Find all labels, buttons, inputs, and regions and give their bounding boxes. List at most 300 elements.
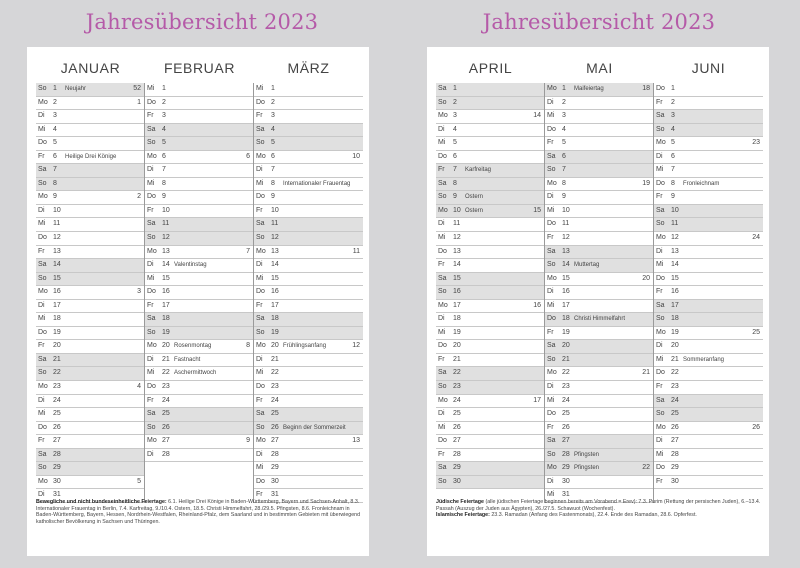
weekday: So [438,288,447,296]
day-number: 15 [53,274,61,282]
day-number: 18 [53,315,61,323]
note-text: (alle jüdischen Feiertage beginnen bereits am Vorabend = Erev): 7.3. Purim (Rettung der persischen Juden), 6.–13.4. Passah (Auszug der Juden aus Ägypten), 26./27.5. Schawuot (Wochenfest). [436,499,761,512]
day-row [145,97,253,111]
weekday: Mo [438,301,448,309]
page-title-left: Jahresübersicht 2023 [85,10,319,34]
weekday: Sa [438,369,447,377]
day-row [254,232,363,246]
day-number: 5 [162,139,166,147]
weekday: Di [38,206,45,214]
weekday: Do [38,328,47,336]
weekday: So [547,166,556,174]
day-row [436,286,544,300]
weekday: Do [256,383,265,391]
day-row [545,340,653,354]
weekday: Mi [256,369,264,377]
day-row [36,462,144,476]
day-number: 30 [671,477,679,485]
week-number: 15 [533,206,541,214]
day-row [145,395,253,409]
day-row [545,462,653,476]
day-row [145,273,253,287]
day-number: 24 [671,396,679,404]
day-number: 31 [53,491,61,499]
weekday: Do [547,125,556,133]
day-number: 8 [53,179,57,187]
day-number: 8 [271,179,275,187]
holiday-label: Fronleichnam [683,180,720,187]
week-number: 11 [352,247,360,255]
week-number: 3 [137,288,141,296]
day-number: 29 [671,464,679,472]
day-row [654,137,763,151]
day-row [254,164,363,178]
day-row [36,476,144,490]
weekday: Mi [547,491,555,499]
day-number: 8 [162,179,166,187]
day-number: 15 [162,274,170,282]
day-row [545,354,653,368]
day-number: 18 [271,315,279,323]
weekday: Fr [256,206,263,214]
day-number: 9 [162,193,166,201]
day-row [36,151,144,165]
week-number: 5 [137,477,141,485]
day-number: 25 [453,410,461,418]
day-number: 12 [562,234,570,242]
day-number: 3 [162,112,166,120]
day-number: 23 [453,383,461,391]
weekday: Di [656,247,663,255]
weekday: Sa [38,450,47,458]
month-column [436,83,545,503]
day-row [436,340,544,354]
weekday: Mi [147,274,155,282]
page-title-right: Jahresübersicht 2023 [482,10,716,34]
day-row [36,232,144,246]
weekday: Fr [256,491,263,499]
weekday: Mi [656,355,664,363]
weekday: Mo [547,179,557,187]
day-number: 25 [162,410,170,418]
weekday: Fr [547,423,554,431]
weekday: Do [547,410,556,418]
weekday: Di [256,166,263,174]
day-row [436,462,544,476]
weekday: Sa [256,315,265,323]
day-row [654,218,763,232]
weekday: Sa [656,206,665,214]
day-number: 14 [671,261,679,269]
day-number: 10 [453,206,461,214]
day-number: 23 [162,383,170,391]
month-name: MAI [586,60,613,76]
day-row [436,151,544,165]
day-row [654,178,763,192]
day-row [545,300,653,314]
day-row [436,218,544,232]
day-row [436,327,544,341]
day-number: 29 [271,464,279,472]
day-row [145,354,253,368]
day-number: 5 [453,139,457,147]
day-row [36,110,144,124]
weekday: Mi [438,328,446,336]
day-row [654,340,763,354]
weekday: Sa [256,125,265,133]
month-column [145,83,254,503]
weekday: Mo [38,383,48,391]
day-number: 6 [162,152,166,160]
day-number: 15 [271,274,279,282]
month-column [254,83,363,503]
day-number: 31 [562,491,570,499]
day-row [254,476,363,490]
weekday: Mo [656,423,666,431]
weekday: Mi [147,179,155,187]
day-number: 14 [453,261,461,269]
weekday: Fr [656,98,663,106]
day-row [254,354,363,368]
day-row [36,395,144,409]
day-row [254,151,363,165]
weekday: Mo [438,206,448,214]
weekday: Di [547,193,554,201]
weekday: Fr [147,396,154,404]
weekday: So [438,193,447,201]
holiday-label: Sommeranfang [683,356,725,363]
day-row [36,218,144,232]
weekday: Fr [438,450,445,458]
weekday: Mi [147,85,155,92]
weekday: Fr [438,261,445,269]
day-number: 17 [453,301,461,309]
day-number: 7 [271,166,275,174]
month-name: APRIL [468,60,513,76]
weekday: Di [547,383,554,391]
weekday: Mo [656,234,666,242]
day-row [254,83,363,97]
weekday: So [147,234,156,242]
day-number: 1 [271,85,275,92]
weekday: Fr [656,383,663,391]
day-number: 24 [271,396,279,404]
weekday: Fr [38,152,45,160]
day-number: 23 [562,383,570,391]
week-number: 1 [137,98,141,106]
weekday: Mi [38,410,46,418]
weekday: Do [38,139,47,147]
day-row [36,273,144,287]
month-name: FEBRUAR [163,60,236,76]
day-row [545,408,653,422]
day-row [545,381,653,395]
day-number: 11 [53,220,61,228]
day-number: 22 [671,369,679,377]
day-row [654,367,763,381]
weekday: Di [38,396,45,404]
week-number: 12 [352,342,360,350]
weekday: Mo [547,85,557,92]
day-row [545,205,653,219]
day-row [36,422,144,436]
calendar-page-right [427,47,769,556]
day-row [145,218,253,232]
day-number: 12 [53,234,61,242]
day-number: 26 [562,423,570,431]
holiday-label: Ostern [465,194,484,201]
day-row [36,246,144,260]
day-row [654,395,763,409]
day-row [145,313,253,327]
week-number: 8 [246,342,250,350]
day-row [254,246,363,260]
day-number: 2 [271,98,275,106]
weekday: Sa [256,410,265,418]
weekday: Sa [147,410,156,418]
day-number: 17 [162,301,170,309]
day-number: 20 [53,342,61,350]
day-row [254,381,363,395]
weekday: Di [547,288,554,296]
day-row [654,476,763,490]
day-row [436,300,544,314]
day-number: 26 [671,423,679,431]
weekday: Fr [256,301,263,309]
weekday: So [438,98,447,106]
week-number: 4 [137,383,141,391]
weekday: So [656,410,665,418]
day-number: 9 [453,193,457,201]
weekday: So [256,139,265,147]
weekday: Do [438,342,447,350]
day-number: 19 [271,328,279,336]
day-row [36,259,144,273]
day-number: 4 [453,125,457,133]
weekday: Sa [547,247,556,255]
weekday: Sa [547,152,556,160]
day-row [36,286,144,300]
weekday: Fr [256,112,263,120]
weekday: Di [656,437,663,445]
month-column [654,83,763,503]
weekday: Mo [256,342,266,350]
day-row [436,354,544,368]
day-row [145,449,253,463]
weekday: Di [147,450,154,458]
week-number: 10 [352,152,360,160]
day-row [654,381,763,395]
day-row [436,232,544,246]
weekday: So [38,274,47,282]
day-number: 23 [53,383,61,391]
day-row [545,246,653,260]
month-name: JANUAR [60,60,121,76]
day-number: 14 [53,261,61,269]
day-number: 25 [53,410,61,418]
day-row [145,340,253,354]
week-number: 18 [642,85,650,92]
day-number: 13 [162,247,170,255]
holiday-label: Muttertag [574,262,600,269]
day-row [36,178,144,192]
day-row [545,449,653,463]
week-number: 24 [752,234,760,242]
note-label-2: Islamische Feiertage: [436,512,490,519]
day-number: 28 [162,450,170,458]
week-number: 52 [133,85,141,92]
weekday: Mi [256,179,264,187]
month-column [545,83,654,503]
day-number: 10 [162,206,170,214]
day-number: 25 [671,410,679,418]
day-row [545,327,653,341]
weekday: Mo [547,464,557,472]
holiday-label: Valentinstag [174,262,207,269]
weekday: Sa [656,112,665,120]
day-number: 8 [453,179,457,187]
day-number: 10 [271,206,279,214]
day-number: 19 [671,328,679,336]
day-row [36,381,144,395]
day-number: 13 [53,247,61,255]
weekday: Di [38,112,45,120]
weekday: Di [438,315,445,323]
day-row [145,327,253,341]
day-row [145,232,253,246]
weekday: Mi [38,220,46,228]
day-number: 24 [53,396,61,404]
day-number: 3 [453,112,457,120]
day-row [436,367,544,381]
weekday: Do [256,288,265,296]
day-number: 17 [671,301,679,309]
day-number: 1 [53,85,57,92]
day-number: 17 [562,301,570,309]
day-number: 5 [271,139,275,147]
weekday: Sa [38,355,47,363]
day-row [545,367,653,381]
day-number: 16 [453,288,461,296]
weekday: Fr [38,247,45,255]
day-row [545,191,653,205]
weekday: So [147,328,156,336]
day-row [36,435,144,449]
day-number: 26 [271,423,279,431]
weekday: Di [38,301,45,309]
day-row [545,313,653,327]
day-row [36,449,144,463]
holiday-label: Frühlingsanfang [283,343,327,350]
day-row [654,422,763,436]
weekday: Sa [38,261,47,269]
day-row [545,273,653,287]
day-number: 17 [53,301,61,309]
day-number: 31 [271,491,279,499]
day-row [436,273,544,287]
day-number: 29 [53,464,61,472]
day-number: 23 [671,383,679,391]
day-number: 11 [271,220,279,228]
day-row [436,422,544,436]
day-row [654,408,763,422]
day-row [654,313,763,327]
day-number: 27 [671,437,679,445]
holiday-label: Pfingsten [574,451,600,458]
day-row [436,449,544,463]
day-number: 19 [562,328,570,336]
day-number: 1 [671,85,675,92]
day-number: 22 [162,369,170,377]
day-number: 20 [562,342,570,350]
day-number: 27 [271,437,279,445]
day-row [436,395,544,409]
weekday: Do [438,247,447,255]
day-row [145,367,253,381]
day-number: 16 [671,288,679,296]
weekday: Di [547,477,554,485]
day-number: 10 [671,206,679,214]
day-row [145,246,253,260]
day-row [145,164,253,178]
day-number: 27 [453,437,461,445]
weekday: Mi [656,166,664,174]
day-number: 12 [162,234,170,242]
day-row [145,381,253,395]
day-number: 29 [562,464,570,472]
weekday: Mi [547,206,555,214]
weekday: Mi [656,450,664,458]
day-row [254,449,363,463]
day-number: 6 [271,152,275,160]
day-number: 9 [271,193,275,201]
weekday: Mo [38,288,48,296]
day-number: 28 [562,450,570,458]
weekday: So [38,464,47,472]
weekday: Do [547,220,556,228]
day-row [545,151,653,165]
day-number: 12 [671,234,679,242]
day-number: 24 [562,396,570,404]
day-number: 17 [271,301,279,309]
holiday-note [36,499,361,525]
day-number: 13 [671,247,679,255]
holiday-label: Neujahr [65,86,87,92]
day-number: 23 [271,383,279,391]
day-row [145,286,253,300]
day-row [36,327,144,341]
day-row [545,395,653,409]
holiday-label: Pfingsten [574,465,600,472]
week-number: 7 [246,247,250,255]
day-row [654,246,763,260]
day-row [654,327,763,341]
empty-row [145,462,253,476]
week-number: 13 [352,437,360,445]
day-number: 18 [671,315,679,323]
holiday-label: Internationaler Frauentag [283,180,351,187]
day-row [654,151,763,165]
day-number: 6 [453,152,457,160]
day-number: 24 [162,396,170,404]
weekday: Mi [547,112,555,120]
day-number: 8 [671,179,675,187]
day-row [436,97,544,111]
day-row [36,124,144,138]
day-row [145,110,253,124]
weekday: Sa [438,179,447,187]
day-row [654,286,763,300]
